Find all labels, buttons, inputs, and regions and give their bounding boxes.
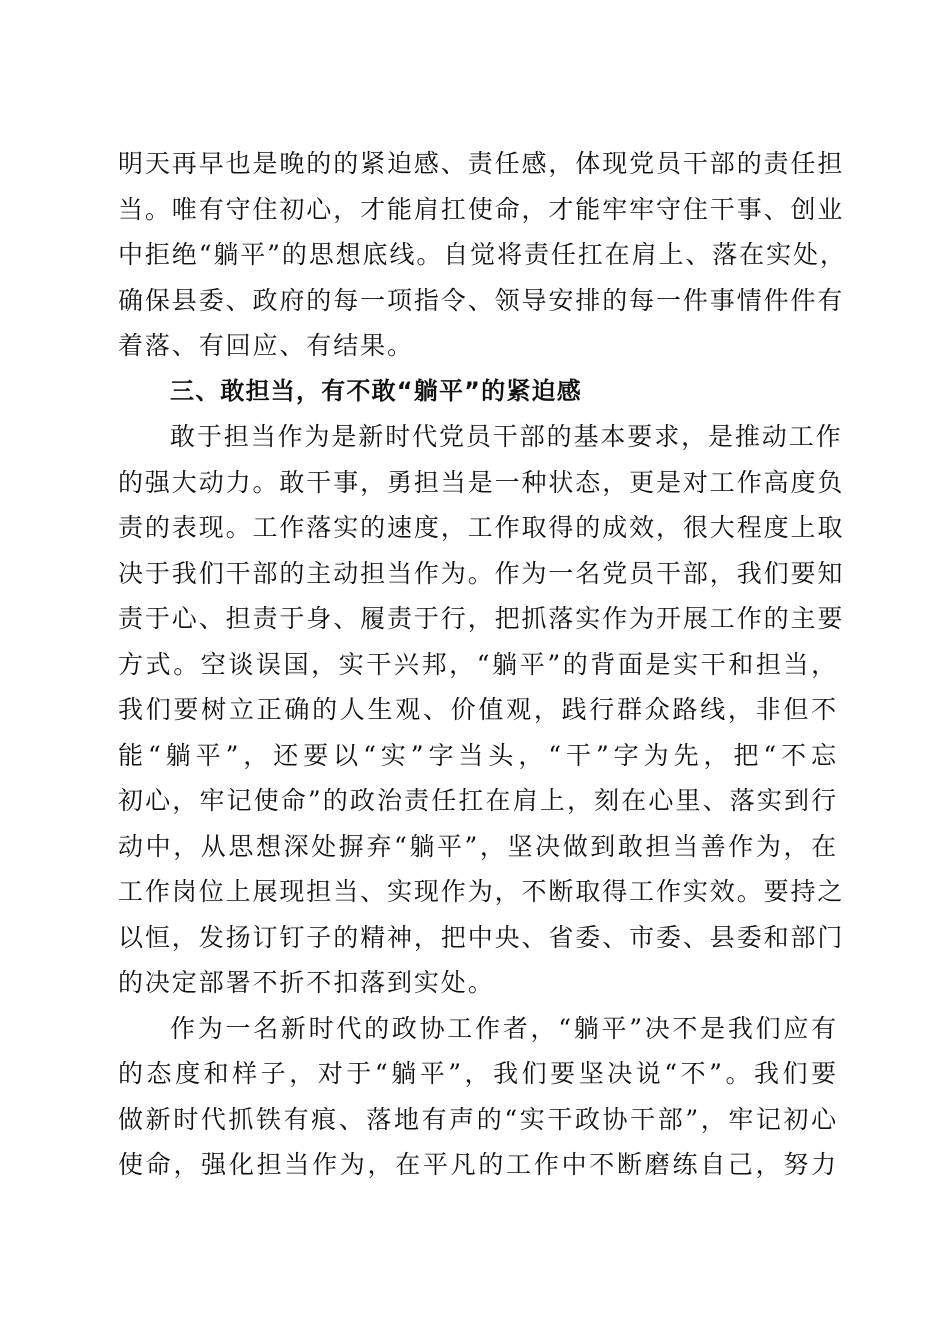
text-line: 工作岗位上展现担当、实现作为，不断取得工作实效。要持之 bbox=[118, 877, 845, 906]
text-line: 使命，强化担当作为，在平凡的工作中不断磨练自己，努力 bbox=[118, 1150, 838, 1179]
text-line: 当。唯有守住初心，才能肩扛使命，才能牢牢守住干事、创业 bbox=[118, 194, 845, 224]
paragraph-dare-to-take-responsibility bbox=[118, 414, 845, 1006]
section-heading: 三、敢担当，有不敢“躺平”的紧迫感 bbox=[170, 376, 582, 405]
text-line: 的强大动力。敢干事，勇担当是一种状态，更是对工作高度负 bbox=[118, 467, 845, 497]
text-line: 决于我们干部的主动担当作为。作为一名党员干部，我们要知 bbox=[118, 558, 845, 588]
document-body bbox=[118, 141, 847, 1188]
text-line: 做新时代抓铁有痕、落地有声的“实干政协干部”，牢记初心 bbox=[118, 1104, 838, 1134]
text-line: 初心，牢记使命”的政治责任扛在肩上，刻在心里、落实到行 bbox=[118, 786, 838, 815]
paragraph-cppcc-worker bbox=[118, 1006, 838, 1188]
text-line: 敢于担当作为是新时代党员干部的基本要求，是推动工作 bbox=[170, 422, 843, 451]
text-line: 责于心、担责于身、履责于行，把抓落实作为开展工作的主要 bbox=[118, 604, 845, 633]
text-line: 的态度和样子，对于“躺平”，我们要坚决说“不”。我们要 bbox=[118, 1059, 838, 1088]
text-line: 我们要树立正确的人生观、价值观，践行群众路线，非但不 bbox=[118, 695, 838, 724]
paragraph-continued bbox=[118, 141, 847, 369]
text-line: 作为一名新时代的政协工作者，“躺平”决不是我们应有 bbox=[170, 1013, 838, 1043]
text-line: 中拒绝“躺平”的思想底线。自觉将责任扛在肩上、落在实处， bbox=[118, 240, 847, 269]
text-line: 以恒，发扬订钉子的精神，把中央、省委、市委、县委和部门 bbox=[118, 922, 845, 952]
text-line: 着落、有回应、有结果。 bbox=[118, 331, 414, 360]
text-line: 的决定部署不折不扣落到实处。 bbox=[118, 968, 495, 997]
text-line: 责的表现。工作落实的速度，工作取得的成效，很大程度上取 bbox=[118, 513, 845, 542]
text-line: 明天再早也是晚的的紧迫感、责任感，体现党员干部的责任担 bbox=[118, 149, 845, 178]
text-line: 确保县委、政府的每一项指令、领导安排的每一件事情件件有 bbox=[118, 285, 845, 315]
text-line: 能“躺平”，还要以“实”字当头，“干”字为先，把“不忘 bbox=[118, 740, 838, 770]
text-line: 方式。空谈误国，实干兴邦，“躺平”的背面是实干和担当， bbox=[118, 649, 838, 679]
text-line: 动中，从思想深处摒弃“躺平”，坚决做到敢担当善作为，在 bbox=[118, 831, 838, 861]
